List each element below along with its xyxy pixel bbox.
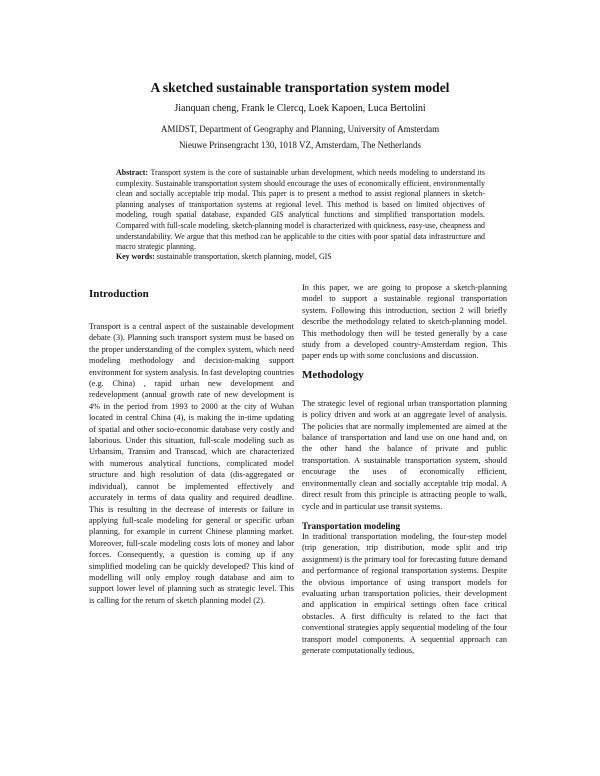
subsection-heading-transportation-modeling: Transportation modeling <box>302 520 401 531</box>
abstract <box>116 168 485 253</box>
keywords <box>116 252 485 262</box>
left-column <box>89 288 294 606</box>
introduction-paragraph: Transport is a central aspect of the sustainable development debate (3). Planning such transport system must be based on the proper understanding of the complex system, which need modeling methodology and decision-making support environment for system analysis. In fast developing countries (e.g. China) , rapid urban new development and redevelopment (annual growth rate of new development is 4% in the period from 1993 to 2000 at the city of Wuhan located in central China (4), is making the in-time updating of spatial and other socio-economic database very costly and laborious. Under this situation, full-scale modeling such as Urbansim, Transim and Transcad, which are characterized with numerous analytical functions, complicated model structure and high resolution of data (dis-aggregated or individual), cannot be implemented effectively and accurately in terms of data quality and required deadline. This is resulting in the decrease of interests or failure in applying full-scale modeling for general or specific urban planning, for example in current Chinese planning market. Moreover, full-scale modeling costs lots of money and labor forces. Consequently, a question is coming up if any simplified modeling can be quickly developed? This kind of modelling will only employ rough database and aim to support lower level of planning such as strategic level. This is calling for the return of sketch planning model (2). <box>89 322 294 605</box>
intro-continuation-paragraph: In this paper, we are going to propose a sketch-planning model to support a sustainable regional transportation system. Following this introduction, section 2 will briefly describe the methodology related to sketch-planning model. This methodology then will be tested generally by a case study from a developed country-Amsterdam region. This paper ends up with some conclusions and discussion. <box>302 283 507 361</box>
section-heading-introduction: Introduction <box>89 288 149 300</box>
address: Nieuwe Prinsengracht 130, 1018 VZ, Amsterdam, The Netherlands <box>178 140 422 150</box>
keywords-label: Key words: <box>116 252 155 261</box>
author-list: Jianquan cheng, Frank le Clercq, Loek Kapoen, Luca Bertolini <box>174 103 426 114</box>
paper-title: A sketched sustainable transportation system model <box>150 80 450 95</box>
section-heading-methodology: Methodology <box>302 368 364 381</box>
abstract-text: Transport system is the core of sustainable urban development, which needs modeling to understand its complexity. Sustainable transportation system should encourage the uses of economically efficient, environmentally clean and socially acceptable trip modal. This paper is to present a method to assist regional planners in sketch-planning analyses of transportation systems at regional level. This method is based on limited objectives of modeling, rough spatial database, expanded GIS analytical functions and simplified transportation models. Compared with full-scale modeling, sketch-planning model is characterized with quickness, easy-use, cheapness and understandability. We argue that this method can be applicable to the cities with poor spatial data infrastructure and macro strategic planning. <box>116 168 485 252</box>
abstract-label: Abstract: <box>116 168 148 177</box>
methodology-paragraph: The strategic level of regional urban transportation planning is policy driven and work at an aggregate level of analysis. The policies that are normally implemented are aimed at the balance of transportation and land use on one hand and, on the other hand the balance of private and public transportation. A sustainable transportation system, should encourage the uses of economically efficient, environmentally clean and socially acceptable trip modal. A direct result from this principle is attracting people to walk, cycle and in particular use transit systems. <box>302 398 507 511</box>
right-column <box>302 282 507 656</box>
transportation-modeling-paragraph: In traditional transportation modeling, the four-step model (trip generation, trip distribution, mode split and trip assignment) is the primary tool for forecasting future demand and performance of regional transportation systems. Despite the obvious importance of using transport models for evaluating urban transportation policies, their development and application in empirical settings often face critical obstacles. A first difficulty is related to the fact that conventional strategies apply sequential modeling of the four transport model components. A sequential approach can generate computationally tedious, <box>302 531 507 655</box>
affiliation: AMIDST, Department of Geography and Planning, University of Amsterdam <box>160 124 440 134</box>
keywords-text: sustainable transportation, sketch planning, model, GIS <box>156 252 332 261</box>
